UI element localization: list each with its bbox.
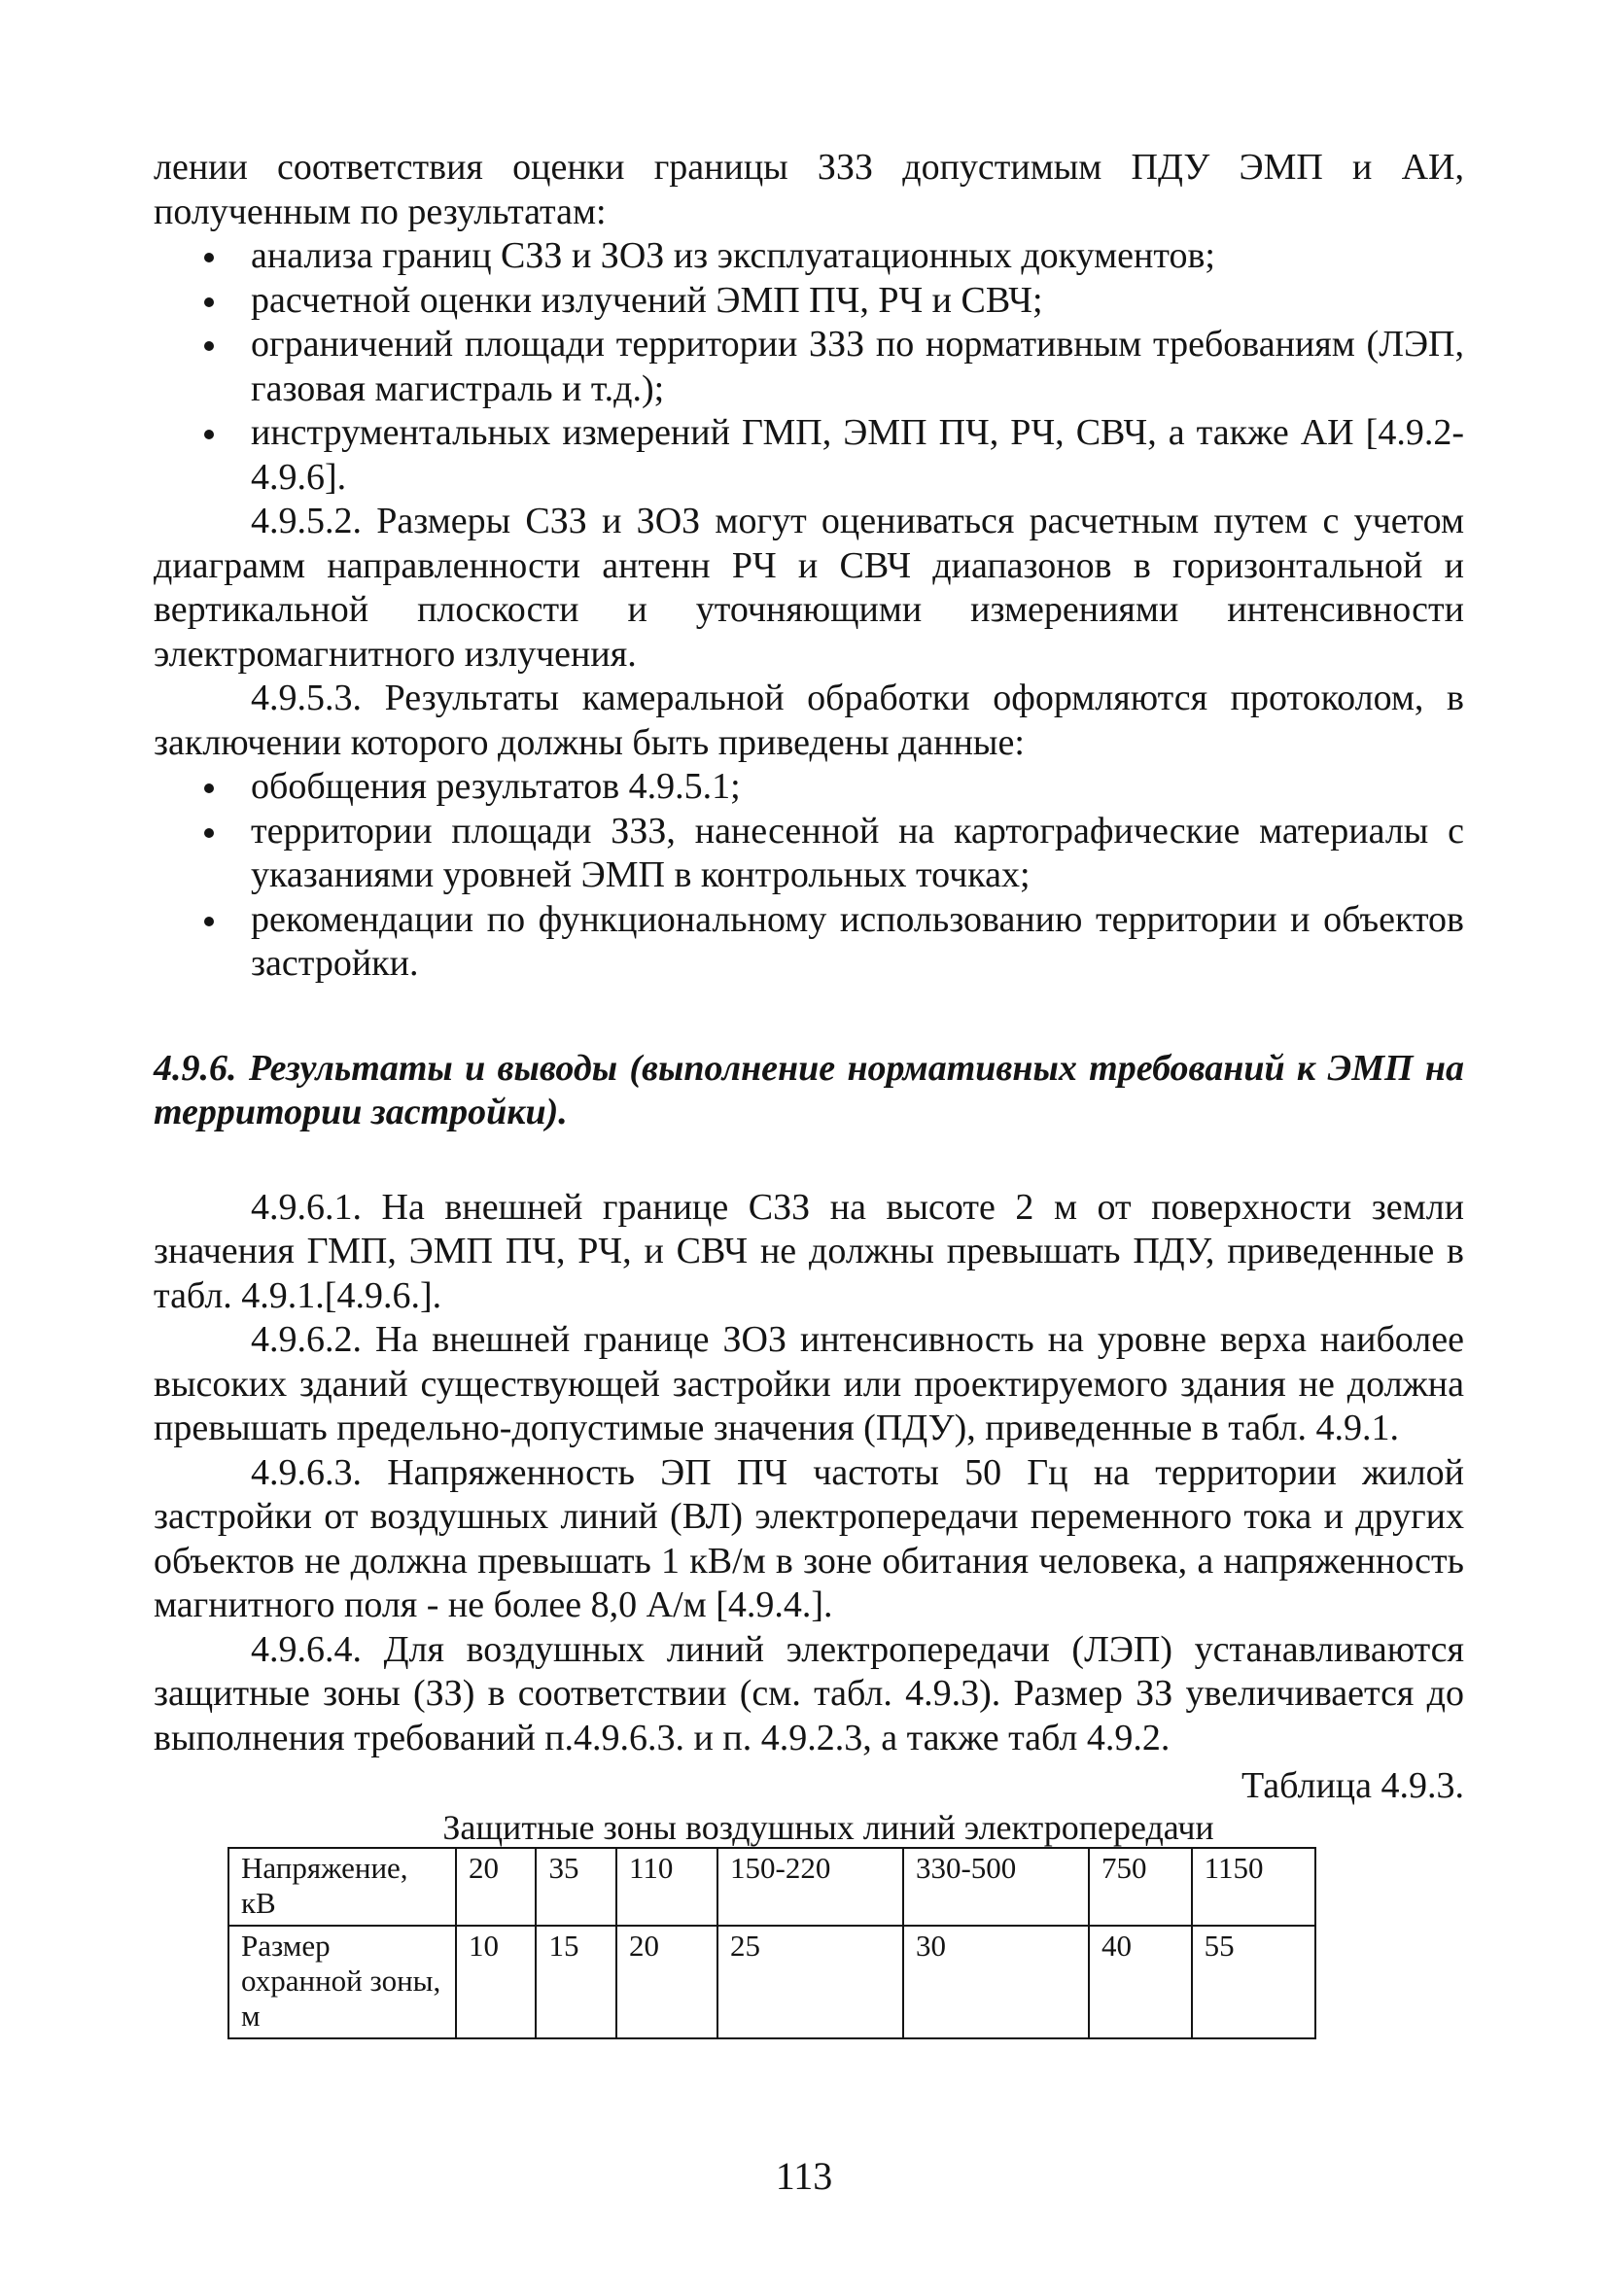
table-cell: 110: [616, 1848, 717, 1926]
table-cell: 10: [456, 1926, 536, 2038]
table-cell: 150-220: [717, 1848, 903, 1926]
list-item: инструментальных измерений ГМП, ЭМП ПЧ, РЧ, СВЧ, а также АИ [4.9.2-4.9.6].: [154, 411, 1464, 500]
document-page: [154, 146, 1464, 2039]
protocol-data-list: [154, 765, 1464, 987]
table-cell: 15: [536, 1926, 615, 2038]
bullet-icon: [204, 430, 214, 439]
paragraph-4-9-6-2: 4.9.6.2. На внешней границе ЗОЗ интенсивность на уровне верха наиболее высоких зданий существующей застройки или проектируемого здания не должна превышать предельно-допустимые значения (ПДУ), приведенные в табл. 4.9.1.: [154, 1319, 1464, 1448]
bullet-icon: [204, 341, 214, 351]
table-cell: 25: [717, 1926, 903, 2038]
bullet-icon: [204, 297, 214, 307]
table-title: Защитные зоны воздушных линий электропередачи: [442, 1808, 1214, 1847]
bullet-icon: [204, 917, 214, 926]
page-number: 113: [775, 2154, 833, 2198]
table-cell: 20: [616, 1926, 717, 2038]
table-row-header: Напряжение, кВ: [228, 1848, 456, 1926]
table-cell: 40: [1089, 1926, 1192, 2038]
bullet-icon: [204, 253, 214, 262]
list-item: ограничений площади территории ЗЗЗ по нормативным требованиям (ЛЭП, газовая магистраль и т.д.);: [154, 323, 1464, 411]
intro-paragraph: лении соответствия оценки границы ЗЗЗ допустимым ПДУ ЭМП и АИ, полученным по результатам:: [154, 147, 1464, 232]
table-cell: 330-500: [903, 1848, 1089, 1926]
list-item: обобщения результатов 4.9.5.1;: [154, 765, 1464, 810]
table-cell: 35: [536, 1848, 615, 1926]
table-cell: 1150: [1192, 1848, 1315, 1926]
paragraph-4-9-5-3: 4.9.5.3. Результаты камеральной обработки оформляются протоколом, в заключении которого должны быть приведены данные:: [154, 678, 1464, 763]
table-cell: 20: [456, 1848, 536, 1926]
paragraph-4-9-6-1: 4.9.6.1. На внешней границе СЗЗ на высоте 2 м от поверхности земли значения ГМП, ЭМП ПЧ, РЧ, и СВЧ не должны превышать ПДУ, приведенные в табл. 4.9.1.[4.9.6.].: [154, 1186, 1464, 1316]
protection-zones-table: [227, 1847, 1316, 2039]
table-cell: 30: [903, 1926, 1089, 2038]
list-item: анализа границ СЗЗ и ЗОЗ из эксплуатационных документов;: [154, 234, 1464, 279]
table-cell: 55: [1192, 1926, 1315, 2038]
table-cell: 750: [1089, 1848, 1192, 1926]
table-label: Таблица 4.9.3.: [1241, 1765, 1464, 1806]
bullet-icon: [204, 783, 214, 793]
paragraph-4-9-6-3: 4.9.6.3. Напряженность ЭП ПЧ частоты 50 Гц на территории жилой застройки от воздушных линий (ВЛ) электропередачи переменного тока и других объектов не должна превышать 1 кВ/м в зоне обитания человека, а напряженность магнитного поля - не более 8,0 А/м [4.9.4.].: [154, 1451, 1464, 1625]
list-item: территории площади ЗЗЗ, нанесенной на картографические материалы с указаниями уровней ЭМП в контрольных точках;: [154, 810, 1464, 898]
paragraph-4-9-5-2: 4.9.5.2. Размеры СЗЗ и ЗОЗ могут оцениваться расчетным путем с учетом диаграмм направленности антенн РЧ и СВЧ диапазонов в горизонтальной и вертикальной плоскости и уточняющими измерениями интенсивности электромагнитного излучения.: [154, 501, 1464, 675]
table-row: [228, 1848, 1315, 1926]
table-row: [228, 1926, 1315, 2038]
table-row-header: Размер охранной зоны, м: [228, 1926, 456, 2038]
bullet-icon: [204, 828, 214, 838]
list-item: расчетной оценки излучений ЭМП ПЧ, РЧ и СВЧ;: [154, 279, 1464, 324]
list-item: рекомендации по функциональному использованию территории и объектов застройки.: [154, 898, 1464, 987]
paragraph-4-9-6-4: 4.9.6.4. Для воздушных линий электропередачи (ЛЭП) устанавливаются защитные зоны (ЗЗ) в соответствии (см. табл. 4.9.3). Размер ЗЗ увеличивается до выполнения требований п.4.9.6.3. и п. 4.9.2.3, а также табл 4.9.2.: [154, 1628, 1464, 1758]
results-list: [154, 234, 1464, 500]
section-heading: 4.9.6. Результаты и выводы (выполнение нормативных требований к ЭМП на территории застройки).: [154, 1047, 1464, 1132]
